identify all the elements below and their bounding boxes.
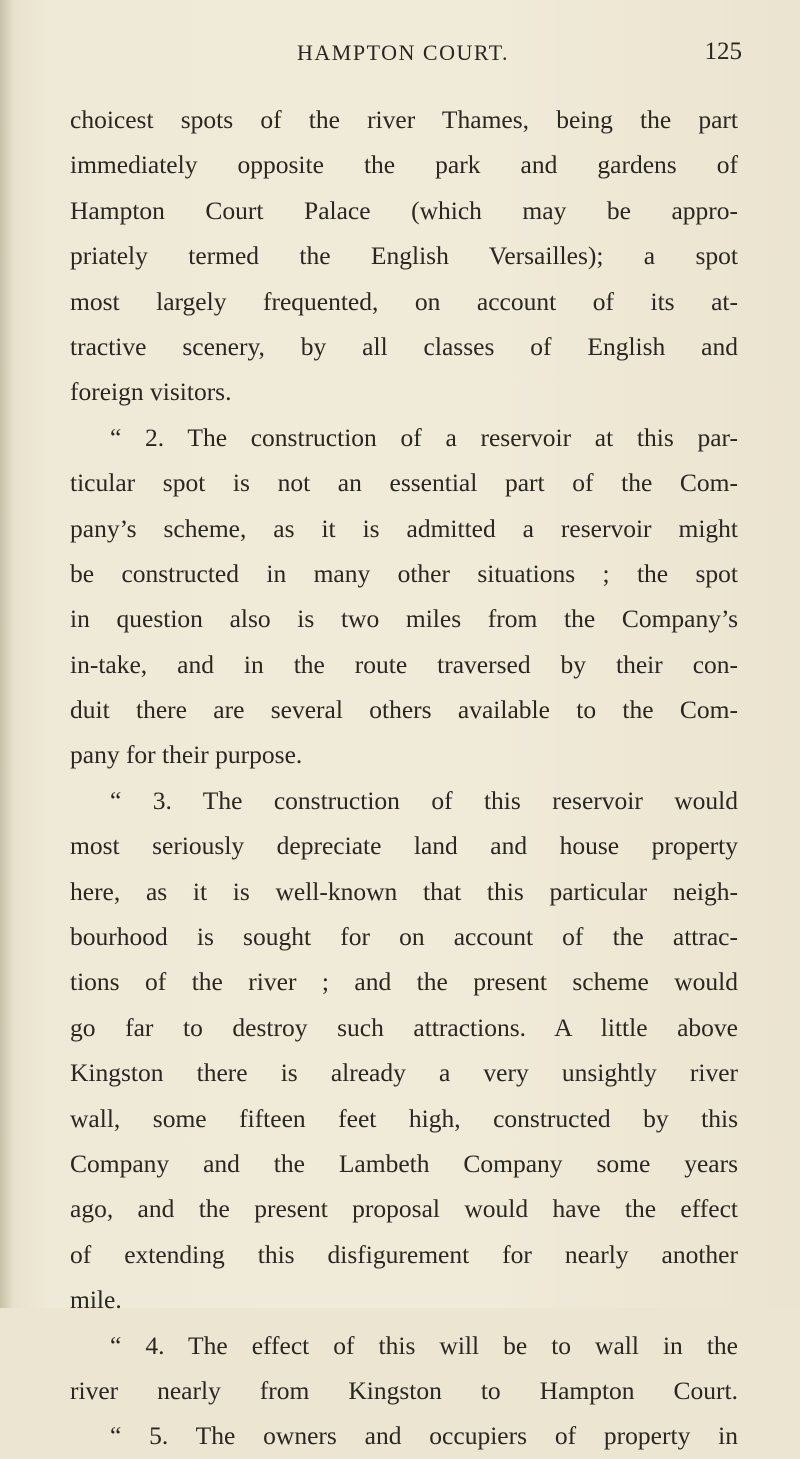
text-line: choicest spots of the river Thames, being the part	[70, 105, 738, 134]
text-line: bourhood is sought for on account of the attrac-	[70, 922, 738, 952]
page-number: 125	[704, 38, 742, 65]
text-line: ticular spot is not an essential part of the Com-	[70, 468, 738, 498]
body-text	[70, 97, 738, 1459]
text-line: pany for their purpose.	[70, 740, 303, 770]
running-head	[0, 40, 800, 80]
paragraph-start-line: “ 5. The owners and occupiers of property in	[110, 1421, 738, 1451]
text-line: Company and the Lambeth Company some years	[70, 1148, 738, 1178]
text-line: of extending this disfigurement for nearly another	[70, 1239, 738, 1269]
text-line: immediately opposite the park and gardens of	[70, 150, 738, 180]
text-line: Kingston there is already a very unsightly river	[70, 1058, 738, 1088]
text-line: tions of the river ; and the present scheme would	[70, 967, 738, 997]
text-line: tractive scenery, by all classes of English and	[70, 331, 738, 361]
text-line: river nearly from Kingston to Hampton Court.	[70, 1375, 738, 1405]
text-line: here, as it is well-known that this particular neigh-	[70, 876, 738, 906]
text-line: in question also is two miles from the Company’s	[70, 604, 738, 634]
page-gutter-shadow	[0, 0, 14, 1308]
text-line: most seriously depreciate land and house property	[70, 831, 738, 861]
text-line: priately termed the English Versailles); a spot	[70, 241, 738, 271]
text-line: in-take, and in the route traversed by their con-	[70, 649, 738, 679]
running-head-title: HAMPTON COURT.	[297, 40, 509, 65]
text-line: mile.	[70, 1285, 122, 1315]
text-line: Hampton Court Palace (which may be appro-	[70, 195, 738, 225]
text-line: wall, some fifteen feet high, constructed by this	[70, 1103, 738, 1133]
text-line: be constructed in many other situations ; the spot	[70, 558, 738, 588]
paragraph-start-line: “ 2. The construction of a reservoir at this par-	[110, 422, 738, 452]
text-line: ago, and the present proposal would have the effect	[70, 1194, 738, 1224]
text-line: go far to destroy such attractions. A little above	[70, 1012, 738, 1042]
text-line: foreign visitors.	[70, 377, 232, 407]
text-line: duit there are several others available to the Com-	[70, 695, 738, 725]
paragraph-start-line: “ 3. The construction of this reservoir would	[110, 785, 738, 815]
text-line: pany’s scheme, as it is admitted a reservoir might	[70, 513, 738, 543]
paragraph-start-line: “ 4. The effect of this will be to wall in the	[110, 1330, 738, 1360]
text-line: most largely frequented, on account of its at-	[70, 286, 738, 316]
